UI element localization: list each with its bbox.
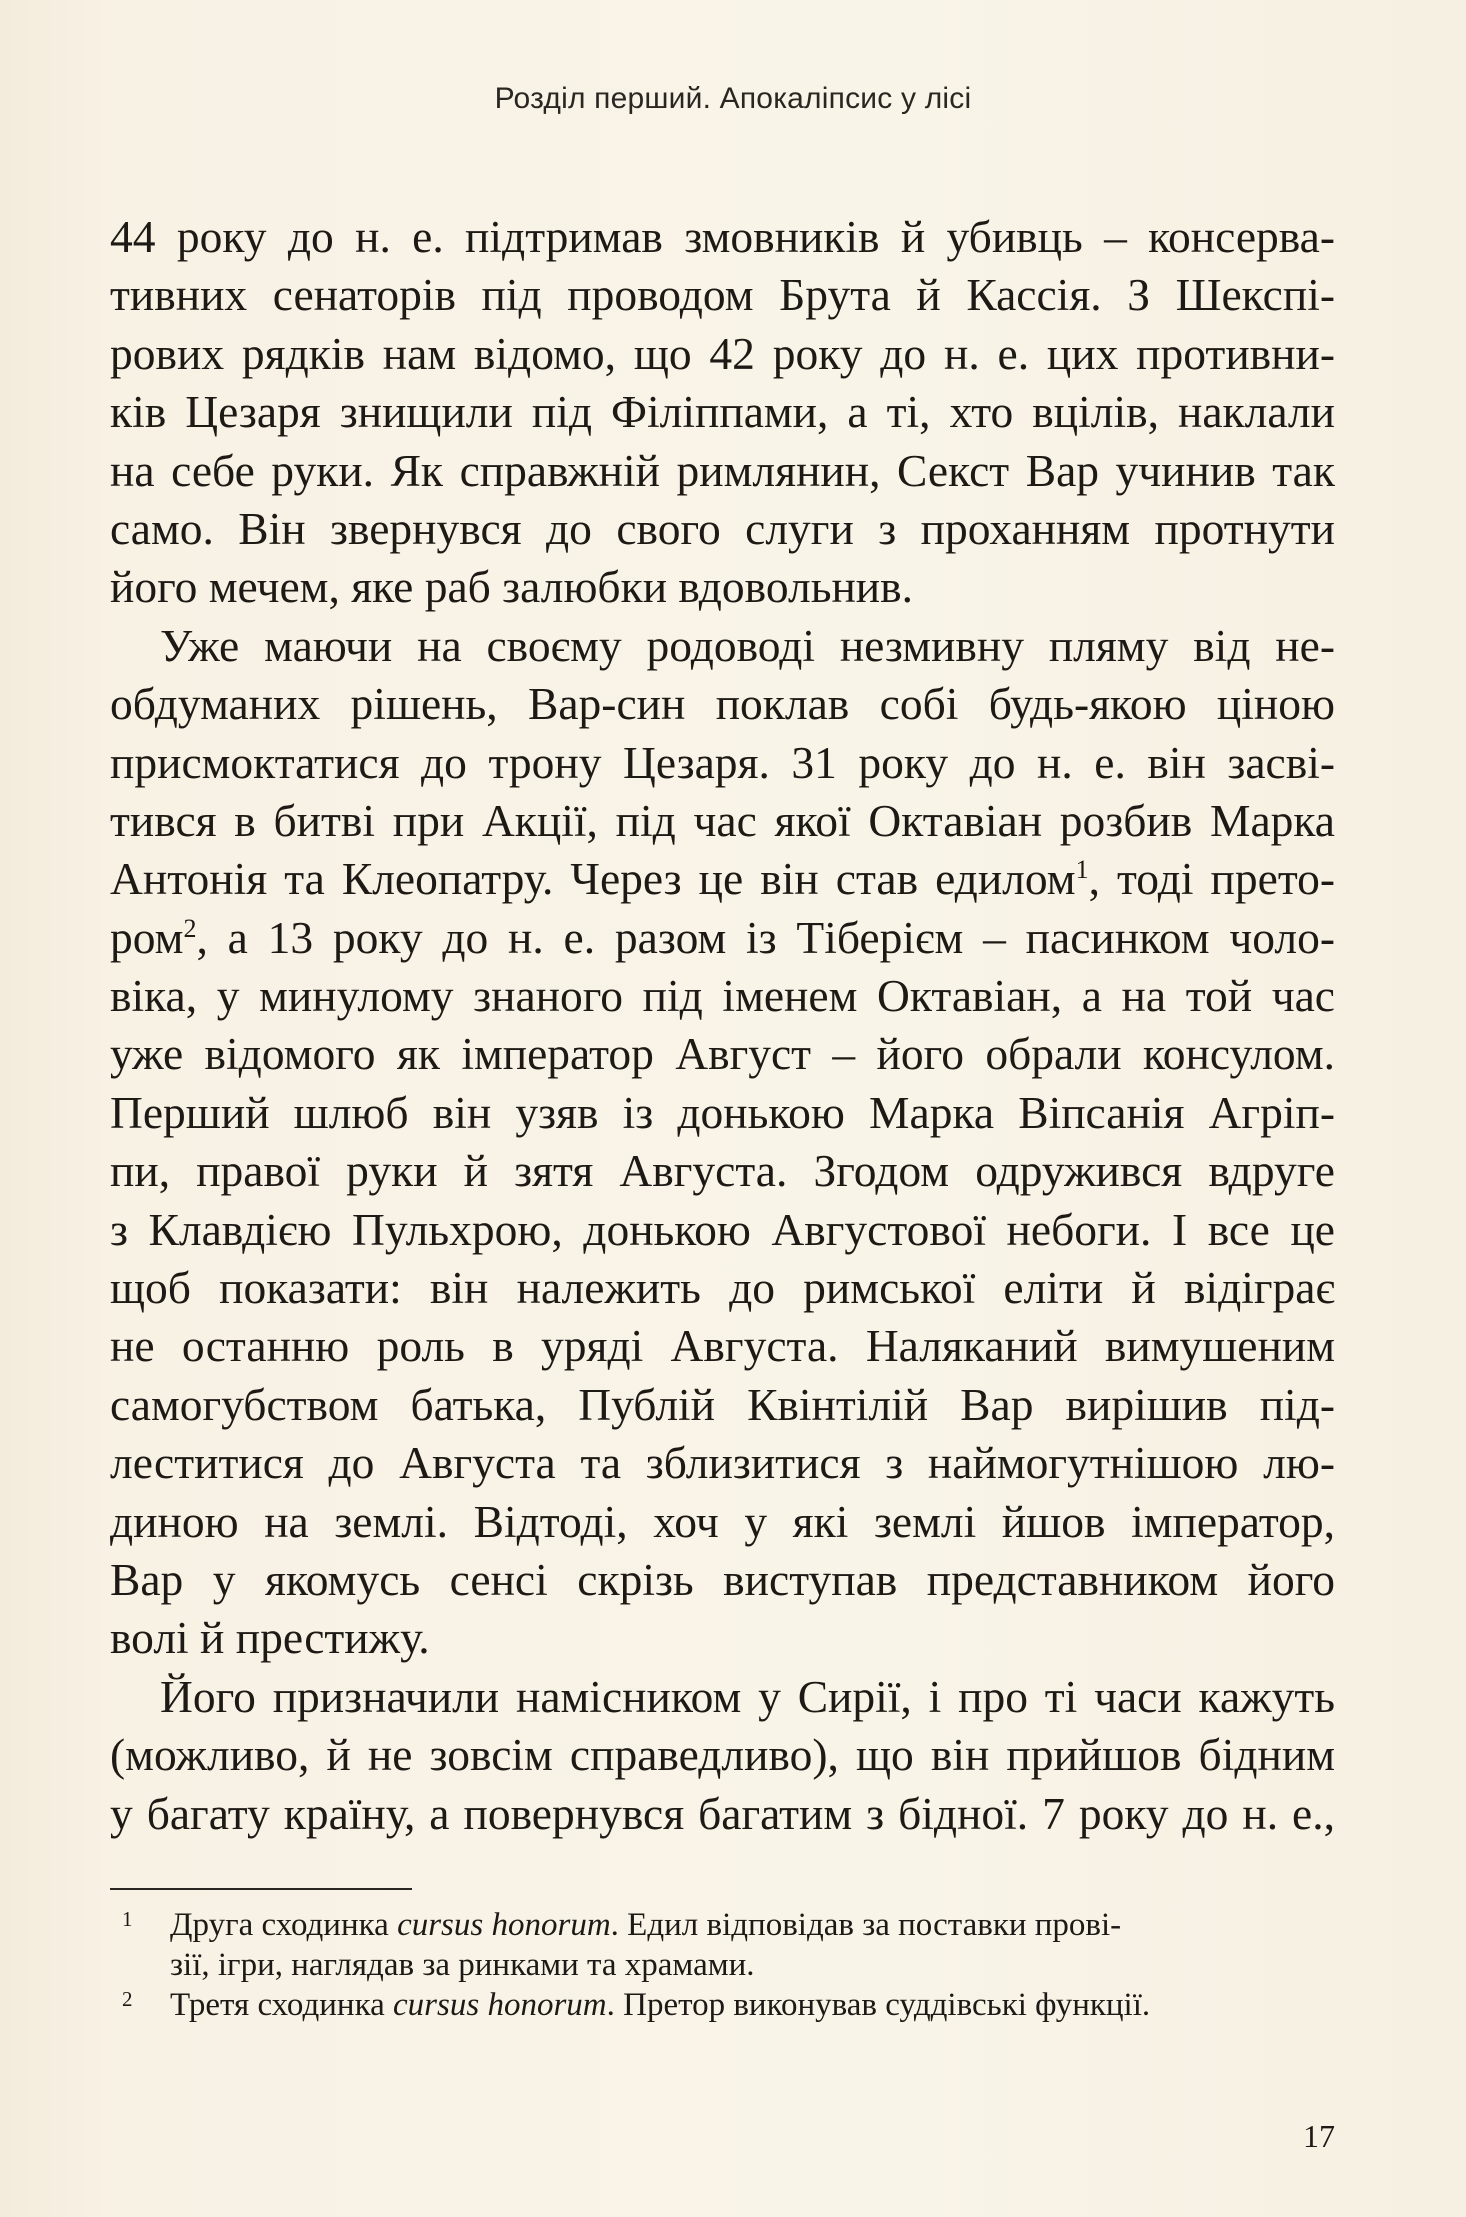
footnote-text: . Претор виконував суддівські функції. bbox=[606, 1987, 1151, 2023]
page-number: 17 bbox=[1303, 2118, 1335, 2154]
paragraph bbox=[110, 208, 1335, 617]
text-line: у багату країну, а повернувся багатим з бідної. 7 року до н. е., bbox=[110, 1787, 1335, 1839]
text-line bbox=[110, 909, 1335, 967]
text-fragment: Антонія та Клеопатру. Через це він став едилом bbox=[110, 853, 1076, 905]
text-line: присмоктатися до трону Цезаря. 31 року до н. е. він засві- bbox=[110, 736, 1335, 788]
text-line: з Клавдією Пульхрою, донькою Августової небоги. І все це bbox=[110, 1203, 1335, 1255]
text-line: Перший шлюб він узяв із донькою Марка Віпсанія Агріп- bbox=[110, 1086, 1335, 1138]
text-line: волі й престижу. bbox=[110, 1612, 430, 1664]
text-line: леститися до Августа та зблизитися з наймогутнішою лю- bbox=[110, 1437, 1335, 1489]
text-line: на себе руки. Як справжній римлянин, Секст Вар учинив так bbox=[110, 444, 1335, 496]
footnote-ref[interactable]: 1 bbox=[1075, 855, 1089, 885]
footnote-text: Друга сходинка bbox=[170, 1907, 398, 1943]
text-line: ків Цезаря знищили під Філіппами, а ті, хто вцілів, наклали bbox=[110, 386, 1335, 438]
body-text bbox=[110, 208, 1335, 1843]
text-line: віка, у минулому знаного під іменем Октавіан, а на той час bbox=[110, 970, 1335, 1022]
footnote-line: зії, ігри, наглядав за ринками та храмами. bbox=[170, 1947, 755, 1983]
text-line: Уже маючи на своєму родоводі незмивну пляму від не- bbox=[160, 619, 1335, 671]
text-line: Його призначили намісником у Сирії, і про ті часи кажуть bbox=[160, 1670, 1335, 1722]
footnote-number: 1 bbox=[122, 1907, 133, 1931]
running-head: Розділ перший. Апокаліпсис у лісі bbox=[494, 82, 972, 115]
footnote bbox=[110, 1905, 1335, 1985]
paragraph bbox=[110, 617, 1335, 1668]
text-line: пи, правої руки й зятя Августа. Згодом одружився вдруге bbox=[110, 1145, 1335, 1197]
paragraph bbox=[110, 1668, 1335, 1843]
footnote-line bbox=[170, 1985, 1335, 2025]
text-fragment: ром bbox=[110, 911, 184, 963]
text-line: 44 року до н. е. підтримав змовників й убивць – консерва- bbox=[110, 211, 1335, 262]
text-line: (можливо, й не зовсім справедливо), що він прийшов бідним bbox=[110, 1729, 1335, 1781]
footnote bbox=[110, 1985, 1335, 2025]
text-line: рових рядків нам відомо, що 42 року до н. е. цих противни- bbox=[110, 327, 1335, 379]
footnote-text: Третя сходинка bbox=[170, 1987, 394, 2023]
text-line: диною на землі. Відтоді, хоч у які землі йшов імператор, bbox=[110, 1495, 1335, 1547]
text-line: самогубством батька, Публій Квінтілій Вар вирішив під- bbox=[110, 1378, 1335, 1430]
text-line: уже відомого як імператор Август – його обрали консулом. bbox=[110, 1028, 1335, 1080]
text-line: його мечем, яке раб залюбки вдовольнив. bbox=[110, 561, 914, 613]
text-line: само. Він звернувся до свого слуги з проханням протнути bbox=[110, 502, 1335, 554]
footnote-ref[interactable]: 2 bbox=[183, 913, 197, 943]
text-fragment: , а 13 року до н. е. разом із Тіберієм – пасинком чоло- bbox=[196, 911, 1335, 963]
text-line: щоб показати: він належить до римської еліти й відіграє bbox=[110, 1262, 1335, 1314]
text-line: тивних сенаторів під проводом Брута й Кассія. З Шекспі- bbox=[110, 269, 1335, 321]
text-line bbox=[110, 850, 1335, 908]
text-fragment: , тоді прето- bbox=[1088, 853, 1336, 905]
footnote-number: 2 bbox=[122, 1987, 133, 2011]
text-line: Вар у якомусь сенсі скрізь виступав представником його bbox=[110, 1553, 1335, 1605]
footnotes bbox=[110, 1905, 1335, 2025]
footnote-divider bbox=[110, 1888, 412, 1890]
footnote-italic: cursus honorum bbox=[393, 1987, 607, 2023]
footnote-italic: cursus honorum bbox=[397, 1907, 611, 1943]
footnote-line bbox=[170, 1905, 1335, 1945]
footnote-text: . Едил відповідав за поставки прові- bbox=[610, 1907, 1122, 1943]
text-line: тився в битві при Акції, під час якої Октавіан розбив Марка bbox=[110, 794, 1335, 846]
text-line: обдуманих рішень, Вар-син поклав собі будь-якою ціною bbox=[110, 678, 1335, 730]
text-line: не останню роль в уряді Августа. Наляканий вимушеним bbox=[110, 1320, 1335, 1372]
